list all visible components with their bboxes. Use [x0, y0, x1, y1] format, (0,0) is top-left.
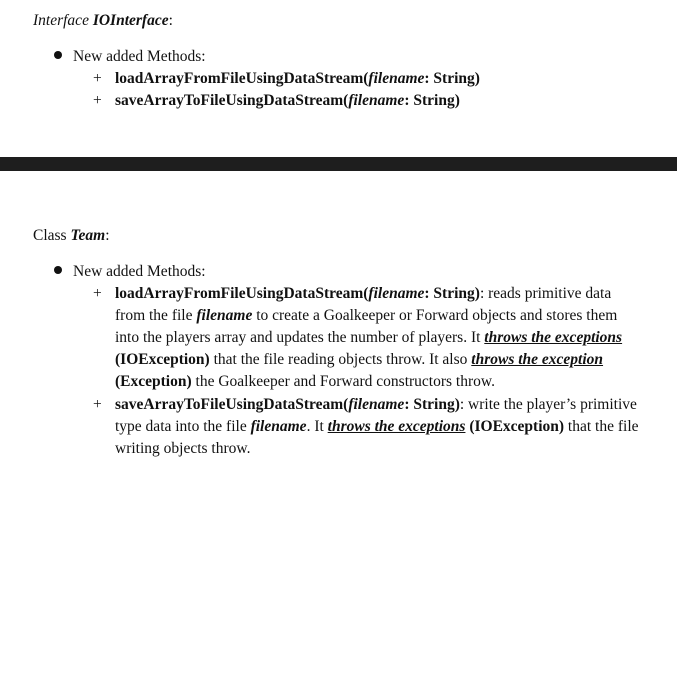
desc-text: : reads primitive data from the file — [115, 285, 612, 324]
interface-method-save — [115, 90, 645, 112]
class-heading — [33, 226, 110, 246]
method-sig-end: : String) — [404, 92, 460, 109]
exception-name: (IOException) — [115, 351, 210, 368]
desc-text: to create a Goalkeeper or Forward objects and stores them into the players array and updates the number of players. It — [115, 307, 618, 346]
desc-text: that the file writing objects throw. — [115, 418, 639, 457]
exception-name: (IOException) — [469, 418, 565, 435]
class-method-load — [115, 283, 645, 393]
desc-text: the Goalkeeper and Forward constructors throw. — [191, 373, 495, 390]
plus-icon: + — [93, 396, 102, 413]
interface-label: Interface — [33, 12, 89, 29]
exception-name: (Exception) — [115, 373, 192, 390]
interface-name: IOInterface — [92, 12, 169, 29]
method-param: filename — [368, 70, 425, 87]
desc-text: that the file reading objects throw. It also — [209, 351, 472, 368]
class-bullet-label: New added Methods: — [73, 263, 206, 280]
interface-bullet — [54, 47, 206, 67]
method-sig-end: : String) — [404, 396, 460, 413]
class-bullet — [54, 262, 206, 282]
interface-colon: : — [168, 12, 173, 29]
class-label: Class — [33, 227, 67, 244]
plus-icon: + — [93, 92, 102, 109]
method-param: filename — [348, 92, 405, 109]
method-name: loadArrayFromFileUsingDataStream( — [115, 285, 369, 302]
method-name: saveArrayToFileUsingDataStream( — [115, 396, 349, 413]
desc-text: : write the player’s primitive type data into the file — [115, 396, 637, 435]
method-sig-end: : String) — [424, 70, 480, 87]
class-colon: : — [105, 227, 110, 244]
desc-text: . It — [306, 418, 328, 435]
throws-emphasis: throws the exceptions — [484, 329, 623, 346]
method-sig-end: : String) — [424, 285, 480, 302]
throws-emphasis: throws the exceptions — [327, 418, 466, 435]
method-param: filename — [368, 285, 425, 302]
bullet-icon — [54, 266, 62, 274]
class-name: Team — [70, 227, 106, 244]
method-name: saveArrayToFileUsingDataStream( — [115, 92, 349, 109]
interface-bullet-label: New added Methods: — [73, 48, 206, 65]
plus-icon: + — [93, 70, 102, 87]
section-divider — [0, 157, 677, 171]
throws-emphasis: throws the exception — [471, 351, 604, 368]
interface-method-load — [115, 68, 645, 90]
file-param: filename — [250, 418, 307, 435]
plus-icon: + — [93, 285, 102, 302]
class-method-save — [115, 394, 645, 460]
interface-heading — [33, 11, 173, 31]
method-param: filename — [348, 396, 405, 413]
file-param: filename — [196, 307, 253, 324]
bullet-icon — [54, 51, 62, 59]
method-name: loadArrayFromFileUsingDataStream( — [115, 70, 369, 87]
